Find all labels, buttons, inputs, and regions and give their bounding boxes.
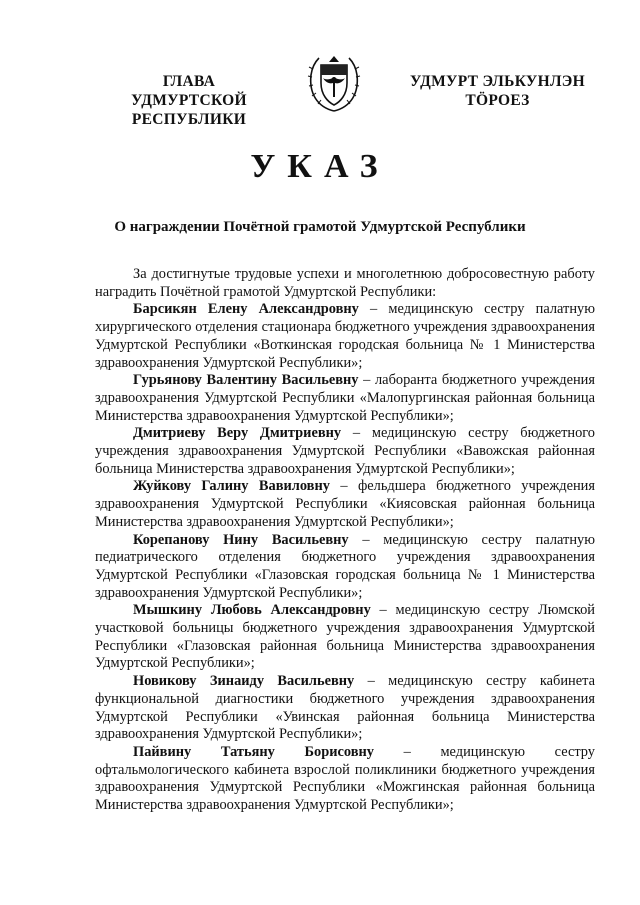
awardee-paragraph [95,673,595,744]
awardee-paragraph [95,744,595,815]
awardee-name: Дмитриеву Веру Дмитриевну [133,425,342,442]
awardee-name: Пайвину Татьяну Борисовну [133,743,374,760]
awardee-name: Корепанову Нину Васильевну [133,531,349,548]
awardee-paragraph [95,372,595,425]
awardee-text: – лаборанта бюджетного учреждения здравоохранения Удмуртской Республики «Малопургинская районная больница Министерства здравоохранения Удмуртской Республики»; [95,372,595,424]
awardee-paragraph [95,425,595,478]
awardee-paragraph [95,532,595,603]
awardee-text: – медицинскую сестру палатную хирургического отделения стационара бюджетного учреждения здравоохранения Удмуртской Республики «Воткинская городская больница № 1 Министерства здравоохранения Удмуртской Республики»; [95,301,595,371]
header-right [390,72,605,110]
awardee-name: Гурьянову Валентину Васильевну [133,372,359,389]
intro-paragraph: За достигнутые трудовые успехи и многолетнюю добросовестную работу наградить Почётной грамотой Удмуртской Республики: [95,266,595,300]
awardee-text: – фельдшера бюджетного учреждения здравоохранения Удмуртской Республики «Киясовская районная больница Министерства здравоохранения Удмуртской Республики»; [95,478,595,530]
awardee-text: – медицинскую сестру бюджетного учреждения здравоохранения Удмуртской Республики «Вавожская районная больница Министерства здравоохранения Удмуртской Республики»; [95,425,596,477]
awardee-text: – медицинскую сестру кабинета функциональной диагностики бюджетного учреждения здравоохранения Удмуртской Республики «Увинская районная больница Министерства здравоохранения Удмуртской Республики»; [95,673,595,743]
header-left-line-1: ГЛАВА [162,73,216,90]
awardee-text: – медицинскую сестру офтальмологического кабинета взрослой поликлиники бюджетного учреждения здравоохранения Удмуртской Республики «Можгинская районная больница Министерства здравоохранения Удмуртской Республики»; [95,743,595,814]
document-title: УКАЗ [250,148,390,185]
header-right-line-2: ТӦРОЕЗ [465,92,530,109]
awardee-name: Барсикян Елену Александровну [133,301,359,318]
awardee-paragraph [95,602,595,673]
awardee-text: – медицинскую сестру палатную педиатрического отделения бюджетного учреждения здравоохранения Удмуртской Республики «Глазовская городская больница № 1 Министерства здравоохранения Удмуртской Республики»; [95,531,595,601]
header-left-line-2: УДМУРТСКОЙ РЕСПУБЛИКИ [131,92,247,128]
awardee-name: Мышкину Любовь Александровну [133,602,371,619]
document-body [95,266,595,815]
awardee-paragraph [95,301,595,372]
awardee-name: Жуйкову Галину Вавиловну [133,478,330,495]
awardee-text: – медицинскую сестру Люмской участковой больницы бюджетного учреждения здравоохранения Удмуртской Республики «Глазовская районная больница Министерства здравоохранения Удмуртской Республики»; [95,602,595,672]
document-subtitle: О награждении Почётной грамотой Удмуртской Республики [114,219,526,235]
header-left [78,72,300,129]
awardee-name: Новикову Зинаиду Васильевну [133,673,355,690]
coat-of-arms-icon [305,53,363,113]
header-right-line-1: УДМУРТ ЭЛЬКУНЛЭН [410,73,585,90]
awardee-paragraph [95,478,595,531]
